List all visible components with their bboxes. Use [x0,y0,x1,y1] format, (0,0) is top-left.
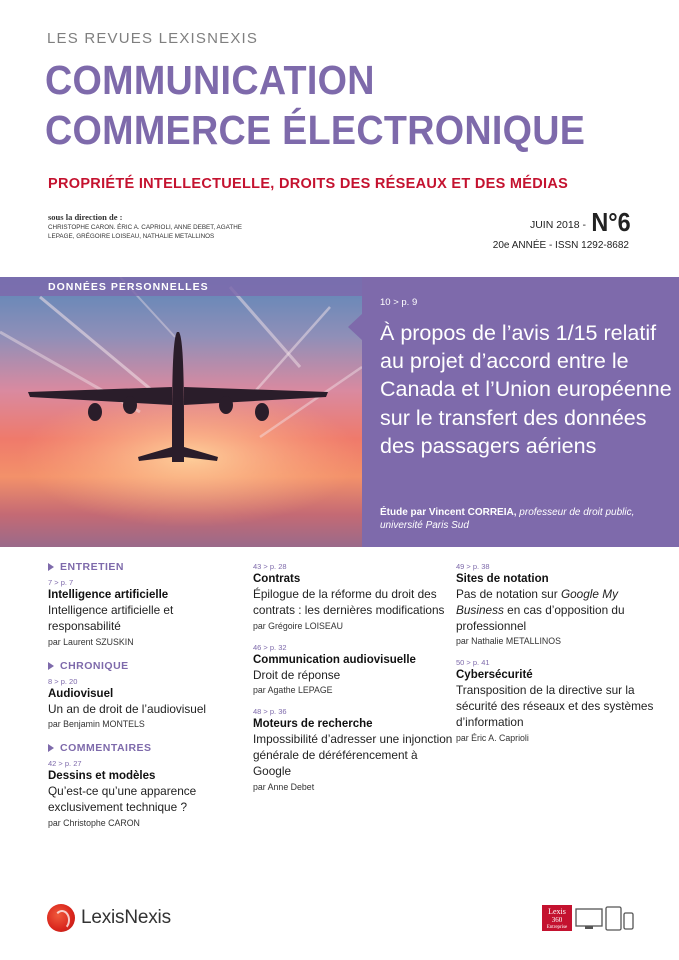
list-item [456,562,656,648]
section-tag: DONNÉES PERSONNELLES [48,281,209,293]
hero-author [380,506,675,532]
item-author: par Grégoire LOISEAU [253,620,343,631]
item-desc: Qu’est-ce qu’une apparence exclusivement technique ? [48,784,197,815]
subtitle: PROPRIÉTÉ INTELLECTUELLE, DROITS DES RÉSEAUX ET DES MÉDIAS [48,176,569,192]
lexisnexis-logo-icon [47,904,75,932]
item-ref: 49 > p. 38 [456,562,490,571]
triangle-icon [48,744,54,752]
item-author: par Laurent SZUSKIN [48,636,134,647]
item-title: Audiovisuel [48,687,114,700]
title-line-2: COMMERCE ÉLECTRONIQUE [45,107,586,153]
item-title: Communication audiovisuelle [253,653,416,666]
item-title: Dessins et modèles [48,770,156,783]
item-ref: 42 > p. 27 [48,759,82,769]
section-commentaires [48,741,248,755]
item-ref: 48 > p. 36 [253,707,287,717]
hero-ref: 10 > p. 9 [380,297,418,308]
hero-panel [362,277,679,547]
issue-year-issn: 20e ANNÉE - ISSN 1292-8682 [492,240,629,251]
item-desc: Transposition de la directive sur la sécurité des réseaux et des systèmes d’information [456,683,654,729]
item-title: Contrats [253,573,301,585]
section-chronique [48,659,248,673]
hero-title: À propos de l’avis 1/15 relatif au projet d’accord entre le Canada et l’Union européenne sur le transfert des données des passagers aériens [380,321,672,458]
section-label: ENTRETIEN [60,561,125,573]
list-item [48,759,248,830]
item-title: Sites de notation [456,573,549,585]
list-item [253,562,453,633]
logo-text: LexisNexis [81,907,171,928]
devices-icon [575,906,635,932]
list-item [253,643,453,698]
item-desc: Épilogue de la réforme du droit des contrats : les dernières modifications [253,587,445,617]
hero-author-role: professeur de droit public, université Paris Sud [380,507,635,531]
direction-label: sous la direction de : [48,212,123,222]
item-desc-pre: Pas de notation sur [456,587,558,601]
column-3 [456,562,656,755]
item-desc-post: en cas d’opposition du professionnel [456,602,625,633]
hero-author-name: Étude par Vincent CORREIA, [380,507,517,518]
section-entretien [48,560,248,574]
item-title: Intelligence artificielle [48,589,169,601]
item-author: par Anne Debet [253,781,315,792]
hero-section [0,277,679,547]
item-ref: 7 > p. 7 [48,578,74,587]
item-ref: 50 > p. 41 [456,658,490,668]
callout-notch [348,313,363,341]
item-ref: 8 > p. 20 [48,676,78,686]
badge-line-1: Lexis [548,907,566,916]
list-item [253,707,453,793]
list-item [456,658,656,744]
airplane-sunset-photo [0,277,362,547]
triangle-icon [48,662,54,670]
column-2 [253,562,453,804]
series-label: LES REVUES LEXISNEXIS [47,30,259,47]
item-author: par Nathalie METALLINOS [456,636,561,647]
item-author: par Benjamin MONTELS [48,719,145,730]
item-desc: Intelligence artificielle et responsabilité [48,603,174,633]
editors-list: CHRISTOPHE CARON. ÉRIC A. CAPRIOLI, ANNE DEBET, AGATHE LEPAGE, GRÉGOIRE LOISEAU, NATHALIE METALLINOS [48,224,242,240]
column-1 [48,560,248,840]
item-author: par Agathe LEPAGE [253,685,333,696]
badge-line-3: Entreprise [546,925,568,930]
issue-date: JUIN 2018 - [529,219,586,231]
list-item [48,578,248,649]
airplane-illustration [0,277,362,547]
triangle-icon [48,563,54,571]
item-ref: 43 > p. 28 [253,562,287,571]
item-desc: Droit de réponse [253,667,341,682]
lexis360-badge [542,905,572,931]
issue-number: N°6 [591,207,631,237]
item-author: par Éric A. Caprioli [456,732,529,743]
item-author: par Christophe CARON [48,817,140,828]
item-title: Cybersécurité [456,669,533,682]
section-label: CHRONIQUE [60,659,129,672]
item-desc [456,587,656,634]
item-desc: Un an de droit de l’audiovisuel [48,701,207,716]
item-title: Moteurs de recherche [253,718,373,731]
title-line-1: COMMUNICATION [45,57,375,103]
badge-line-2: 360 [551,916,563,924]
list-item [48,677,248,732]
lexisnexis-logo [47,904,171,932]
item-desc-emphasis: Google My Business [456,587,618,617]
section-label: COMMENTAIRES [60,742,152,755]
item-ref: 46 > p. 32 [253,642,287,652]
item-desc: Impossibilité d’adresser une injonction générale de déréférencement à Google [253,732,453,778]
